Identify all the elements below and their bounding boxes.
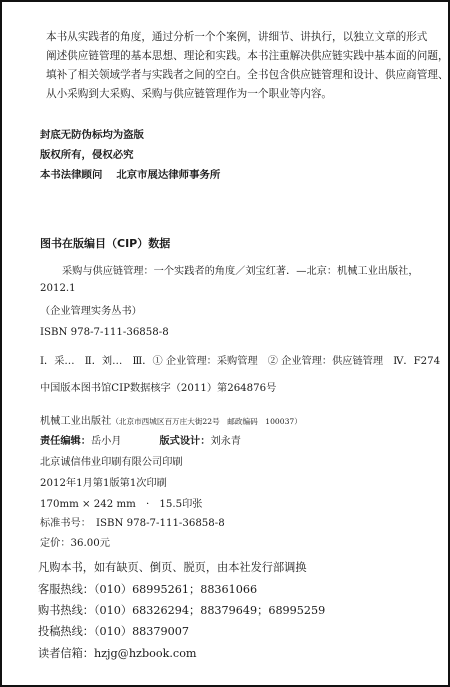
description-line: 阐述供应链管理的基本思想、理论和实践。本书注重解决供应链实践中基本面的问题，: [46, 50, 449, 62]
book-description: [46, 28, 449, 104]
submission-hotline: 投稿热线：（010）88379007: [38, 625, 190, 638]
publisher-line: [40, 412, 302, 427]
cip-series: （企业管理实务丛书）: [40, 306, 142, 317]
price-line: 定价：36.00元: [40, 538, 110, 549]
purchase-hotline: 购书热线：（010）68326294；88379649；68995259: [38, 604, 326, 617]
legal-counsel-firm: 北京市展达律师事务所: [116, 169, 221, 181]
service-hotline: 客服热线：（010）68995261；88361066: [38, 583, 258, 596]
publisher-address: （北京市西城区百万庄大街22号 邮政编码 100037）: [111, 417, 302, 426]
edition-line: 2012年1月第1版第1次印刷: [40, 478, 167, 489]
cip-record-number: 中国版本图书馆CIP数据核字（2011）第264876号: [40, 383, 277, 394]
copyright-notice: 版权所有，侵权必究: [40, 149, 134, 161]
format-line: 170mm × 242 mm · 15.5印张: [40, 499, 203, 510]
cip-title-line: 采购与供应链管理：一个实践者的角度／刘宝红著．—北京：机械工业出版社，: [62, 266, 419, 277]
publisher-name: 机械工业出版社: [40, 416, 112, 427]
description-line: 从小采购到大采购、采购与供应链管理作为一个职业等内容。: [46, 88, 333, 100]
credits-line: [40, 432, 241, 447]
cip-classification: Ⅰ．采… Ⅱ．刘… Ⅲ．① 企业管理：采购管理 ② 企业管理：供应链管理 Ⅳ．F274: [40, 356, 441, 367]
legal-counsel: [40, 166, 220, 181]
description-line: 填补了相关领域学者与实践者之间的空白。全书包含供应链管理和设计、供应商管理、: [46, 69, 449, 81]
cip-title-line: 2012.1: [40, 283, 76, 294]
reader-email: 读者信箱：hzjg@hzbook.com: [38, 647, 197, 660]
editor-name: 岳小月: [90, 436, 122, 447]
designer-label: 版式设计：: [159, 435, 211, 447]
designer-name: 刘永青: [210, 436, 241, 447]
replacement-notice: 凡购本书，如有缺页、倒页、脱页，由本社发行部调换: [38, 561, 307, 574]
anti-piracy-notice: 封底无防伪标均为盗版: [40, 129, 144, 141]
description-line: 本书从实践者的角度，通过分析一个个案例，讲细节、讲执行，以独立文章的形式: [46, 31, 428, 43]
editor-label: 责任编辑：: [40, 435, 91, 447]
standard-number-line: 标准书号： ISBN 978-7-111-36858-8: [40, 518, 225, 529]
cip-heading: 图书在版编目（CIP）数据: [40, 237, 171, 250]
printer-line: 北京诚信伟业印刷有限公司印刷: [40, 457, 183, 468]
legal-counsel-label: 本书法律顾问: [40, 169, 103, 181]
cip-isbn: ISBN 978-7-111-36858-8: [40, 327, 169, 338]
